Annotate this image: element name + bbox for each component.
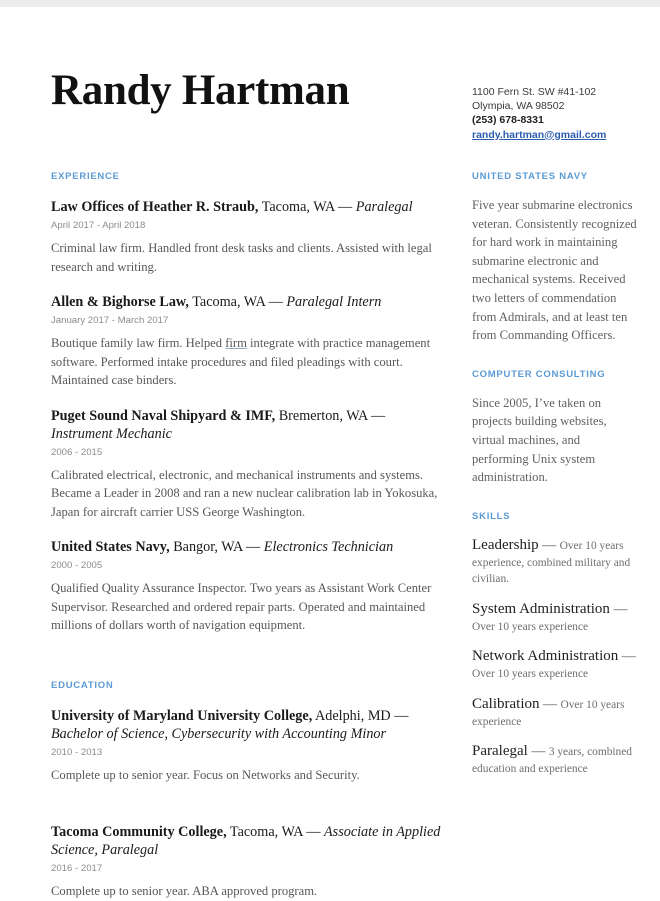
entry-dates: January 2017 - March 2017 [51, 315, 169, 326]
skill-detail: Over 10 years experience [472, 620, 589, 633]
skill-line [472, 536, 637, 588]
skill-dash: — [527, 744, 549, 760]
sidebar-section-navy [472, 171, 637, 345]
entry-role: Instrument Mechanic [51, 425, 172, 442]
skill-detail: Over 10 years experience [472, 668, 589, 681]
address-line-1: 1100 Fern St. SW #41-102 [472, 86, 597, 98]
phone-number: (253) 678-8331 [472, 114, 544, 127]
skill-name: Leadership [472, 536, 539, 553]
experience-entry [51, 407, 441, 522]
entry-org: Puget Sound Naval Shipyard & IMF, [51, 407, 276, 424]
skill-name: Paralegal [472, 743, 528, 760]
skill-detail: Over 10 years experience [472, 698, 625, 728]
email-link[interactable]: randy.hartman@gmail.com [472, 128, 607, 141]
skill-name: System Administration [472, 600, 610, 617]
entry-org: United States Navy, [51, 539, 170, 555]
skill-dash: — [538, 537, 560, 553]
skill-line [472, 647, 637, 683]
skill-dash: — [539, 696, 561, 712]
entry-desc-part: Complete up to senior year. Focus on Networks and Security. [51, 767, 360, 782]
entry-desc-part: Qualified Quality Assurance Inspector. Two years as Assistant Work Center Supervisor. Researched and ordered repair parts. Operated and maintained millions of dollars worth of navigation equipment. [51, 581, 432, 632]
entry-org: Allen & Bighorse Law, [51, 294, 189, 310]
skill-item [472, 647, 637, 683]
entry-role: Electronics Technician [263, 539, 394, 555]
entry-dates: 2000 - 2005 [51, 560, 103, 571]
resume-header [0, 7, 660, 141]
entry-place: Tacoma, WA — [258, 199, 356, 215]
skill-detail: 3 years, combined education and experience [472, 746, 633, 776]
entry-dates: April 2017 - April 2018 [51, 220, 146, 231]
experience-entry [51, 538, 441, 635]
entry-role: Paralegal Intern [286, 294, 382, 310]
entry-desc-part: Calibrated electrical, electronic, and mechanical instruments and systems. Became a Leader in 2008 and ran a new nuclear calibration lab in Yokosuka, Japan for aircraft carrier USS George Washington. [51, 467, 438, 519]
entry-title [51, 823, 441, 859]
entry-title [51, 407, 441, 443]
entry-org: Law Offices of Heather R. Straub, [51, 199, 259, 215]
section-heading-education: EDUCATION [51, 679, 114, 691]
entry-description [51, 579, 441, 635]
misspelled-word: firm [225, 336, 247, 350]
entry-place: Tacoma, WA — [226, 824, 325, 840]
entry-role: Paralegal [355, 199, 413, 215]
sidebar-section-consulting [472, 369, 637, 487]
skill-line [472, 742, 637, 778]
navy-description: Five year submarine electronics veteran. Consistently recognized for hard work in maintaining submarine electronic and mechanical systems. Received two letters of commendation from Admirals, and at least ten from Commanding Officers. [472, 198, 637, 343]
page-top-strip [0, 0, 660, 7]
skill-name: Network Administration [472, 648, 619, 665]
sidebar-section-skills [472, 511, 637, 778]
skill-line [472, 600, 637, 636]
entry-dates: 2016 - 2017 [51, 863, 103, 874]
entry-description [51, 466, 441, 522]
skill-line [472, 695, 637, 731]
entry-desc-part: Boutique family law firm. Helped [51, 336, 226, 350]
page-title: Randy Hartman [51, 67, 350, 114]
section-heading-skills: SKILLS [472, 510, 511, 522]
main-column [51, 171, 441, 901]
entry-desc-part: Complete up to senior year. ABA approved program. [51, 884, 318, 898]
skill-item [472, 695, 637, 731]
experience-entry [51, 198, 441, 276]
education-entry [51, 707, 441, 785]
section-heading-experience: EXPERIENCE [51, 171, 120, 182]
sidebar-column [472, 171, 637, 802]
resume-page [0, 7, 660, 898]
entry-dates: 2006 - 2015 [51, 446, 103, 458]
entry-role: Bachelor of Science, Cybersecurity with Accounting Minor [51, 725, 387, 742]
skill-detail: Over 10 years experience, combined military and civilian. [472, 539, 631, 586]
entry-title [51, 293, 441, 311]
entry-org: University of Maryland University College, [51, 707, 313, 724]
entry-dates: 2010 - 2013 [51, 746, 103, 758]
section-spacer [51, 652, 441, 680]
entry-desc-part: Criminal law firm. Handled front desk tasks and clients. Assisted with legal research and writing. [51, 241, 432, 274]
entry-role: Associate in Applied Science, Paralegal [51, 824, 441, 858]
education-entry [51, 823, 441, 901]
entry-org: Tacoma Community College, [51, 824, 227, 840]
address-line-2: Olympia, WA 98502 [472, 100, 565, 113]
entry-description [51, 882, 441, 901]
entry-place: Tacoma, WA — [188, 294, 287, 310]
skill-item [472, 600, 637, 636]
entry-place: Bangor, WA — [169, 539, 264, 555]
contact-block [472, 85, 647, 142]
entry-title [51, 538, 441, 556]
skill-item [472, 536, 637, 588]
entry-title [51, 198, 441, 216]
consulting-description: Since 2005, I’ve taken on projects building websites, virtual machines, and performing Unix system administration. [472, 395, 607, 485]
entry-description [51, 239, 441, 276]
entry-title [51, 707, 441, 743]
entry-description [51, 766, 441, 785]
entry-place: Bremerton, WA — [275, 407, 386, 424]
entry-place: Adelphi, MD — [312, 707, 409, 724]
entry-description [51, 334, 441, 390]
skill-dash: — [618, 649, 636, 665]
section-heading-consulting: COMPUTER CONSULTING [472, 368, 606, 380]
skill-name: Calibration [472, 695, 540, 712]
experience-entry [51, 293, 441, 390]
skill-item [472, 742, 637, 778]
skill-dash: — [609, 601, 628, 617]
entry-desc-part: integrate with practice management software. Performed intake procedures and filed pleadings with court. Maintained case binders. [51, 336, 431, 387]
entry-spacer [51, 801, 441, 823]
section-heading-navy: UNITED STATES NAVY [472, 171, 588, 182]
